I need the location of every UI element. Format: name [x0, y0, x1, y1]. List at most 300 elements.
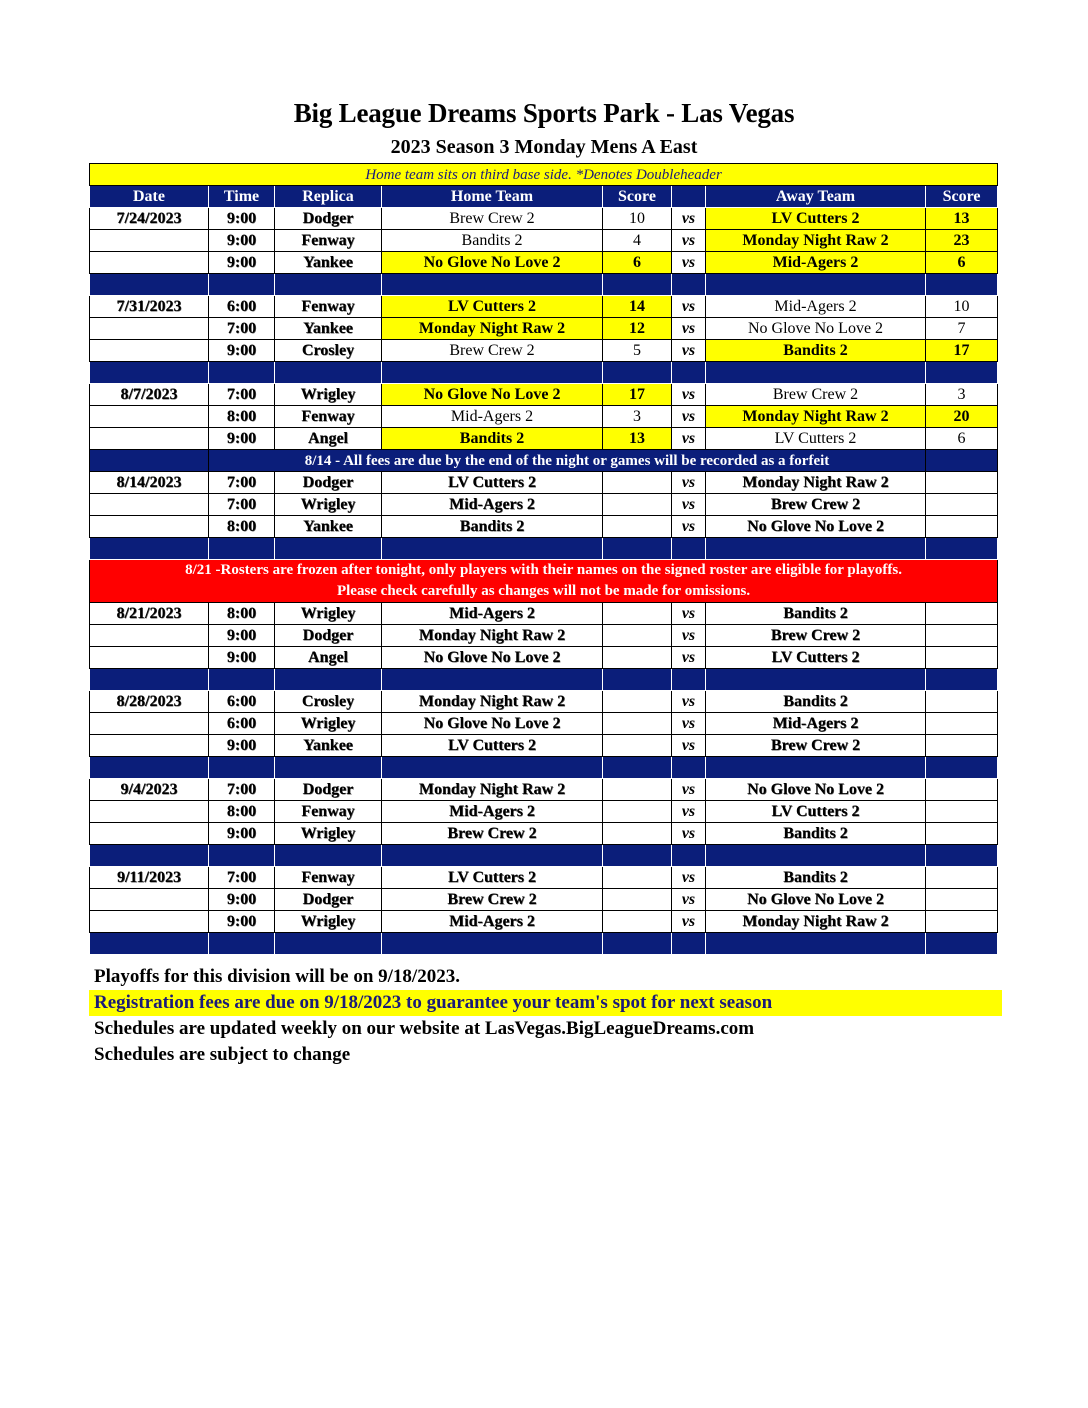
- roster-notice: [90, 560, 998, 603]
- spacer-row: [90, 274, 998, 296]
- game-field: Fenway: [275, 867, 382, 889]
- footer-website: Schedules are updated weekly on our website at LasVegas.BigLeagueDreams.com: [94, 1018, 755, 1039]
- spacer-cell: [209, 274, 275, 296]
- game-date: [90, 230, 209, 252]
- vs-label: vs: [672, 735, 706, 757]
- home-team: Monday Night Raw 2: [382, 625, 603, 647]
- away-score: [926, 516, 998, 538]
- notice-date-cell: [90, 450, 209, 472]
- game-date: [90, 516, 209, 538]
- vs-label: vs: [672, 340, 706, 362]
- game-time: 8:00: [209, 406, 275, 428]
- away-team: No Glove No Love 2: [706, 889, 926, 911]
- game-row: [90, 318, 998, 340]
- game-field: Wrigley: [275, 713, 382, 735]
- spacer-cell: [90, 669, 209, 691]
- header-row: [90, 186, 998, 208]
- game-row: [90, 713, 998, 735]
- game-date: [90, 340, 209, 362]
- away-team: LV Cutters 2: [706, 428, 926, 450]
- away-team: Bandits 2: [706, 823, 926, 845]
- home-score: [603, 713, 672, 735]
- game-time: 8:00: [209, 603, 275, 625]
- away-team: Bandits 2: [706, 867, 926, 889]
- away-score: 10: [926, 296, 998, 318]
- game-date: [90, 428, 209, 450]
- spacer-cell: [603, 274, 672, 296]
- roster-notice-line1: 8/21 -Rosters are frozen after tonight, only players with their names on the signed roster are eligible for playoffs.: [185, 562, 902, 578]
- game-field: Wrigley: [275, 823, 382, 845]
- schedule-table: [89, 163, 998, 955]
- game-field: Yankee: [275, 318, 382, 340]
- home-team: Brew Crew 2: [382, 889, 603, 911]
- spacer-cell: [382, 933, 603, 955]
- home-score: [603, 625, 672, 647]
- vs-label: vs: [672, 516, 706, 538]
- game-field: Dodger: [275, 625, 382, 647]
- vs-label: vs: [672, 823, 706, 845]
- game-row: [90, 801, 998, 823]
- spacer-cell: [672, 933, 706, 955]
- away-team: Mid-Agers 2: [706, 252, 926, 274]
- spacer-cell: [382, 274, 603, 296]
- vs-label: vs: [672, 603, 706, 625]
- game-date: [90, 647, 209, 669]
- spacer-row: [90, 538, 998, 560]
- game-field: Dodger: [275, 779, 382, 801]
- spacer-cell: [275, 362, 382, 384]
- game-date: 7/31/2023: [90, 296, 209, 318]
- home-team: No Glove No Love 2: [382, 384, 603, 406]
- vs-label: vs: [672, 252, 706, 274]
- away-team: Brew Crew 2: [706, 384, 926, 406]
- game-time: 8:00: [209, 516, 275, 538]
- away-score: 17: [926, 340, 998, 362]
- spacer-cell: [275, 538, 382, 560]
- vs-label: vs: [672, 889, 706, 911]
- spacer-cell: [926, 933, 998, 955]
- game-row: [90, 406, 998, 428]
- spacer-cell: [382, 538, 603, 560]
- away-score: [926, 867, 998, 889]
- game-field: Yankee: [275, 735, 382, 757]
- game-field: Wrigley: [275, 603, 382, 625]
- game-field: Fenway: [275, 406, 382, 428]
- home-team: LV Cutters 2: [382, 296, 603, 318]
- home-team: Bandits 2: [382, 516, 603, 538]
- col-replica: Replica: [275, 186, 382, 208]
- vs-label: vs: [672, 296, 706, 318]
- game-date: [90, 406, 209, 428]
- away-score: 13: [926, 208, 998, 230]
- game-row: [90, 340, 998, 362]
- col-vs: [672, 186, 706, 208]
- game-time: 7:00: [209, 318, 275, 340]
- spacer-cell: [209, 845, 275, 867]
- spacer-cell: [90, 845, 209, 867]
- spacer-cell: [209, 933, 275, 955]
- spacer-cell: [209, 669, 275, 691]
- game-field: Wrigley: [275, 911, 382, 933]
- spacer-cell: [603, 362, 672, 384]
- spacer-cell: [926, 845, 998, 867]
- game-time: 9:00: [209, 735, 275, 757]
- home-team: Brew Crew 2: [382, 208, 603, 230]
- home-team: Bandits 2: [382, 428, 603, 450]
- home-score: [603, 691, 672, 713]
- vs-label: vs: [672, 625, 706, 647]
- away-score: [926, 472, 998, 494]
- away-score: [926, 801, 998, 823]
- game-date: 8/14/2023: [90, 472, 209, 494]
- col-time: Time: [209, 186, 275, 208]
- spacer-cell: [672, 845, 706, 867]
- away-score: [926, 713, 998, 735]
- spacer-cell: [275, 845, 382, 867]
- game-time: 9:00: [209, 823, 275, 845]
- home-team: Monday Night Raw 2: [382, 691, 603, 713]
- away-team: No Glove No Love 2: [706, 779, 926, 801]
- game-field: Fenway: [275, 230, 382, 252]
- away-score: [926, 779, 998, 801]
- spacer-cell: [275, 757, 382, 779]
- home-score: [603, 735, 672, 757]
- spacer-cell: [209, 757, 275, 779]
- game-row: [90, 911, 998, 933]
- game-row: [90, 889, 998, 911]
- note-row: [90, 164, 998, 186]
- game-time: 9:00: [209, 252, 275, 274]
- home-score: [603, 647, 672, 669]
- vs-label: vs: [672, 713, 706, 735]
- game-time: 7:00: [209, 867, 275, 889]
- game-field: Yankee: [275, 516, 382, 538]
- game-row: [90, 691, 998, 713]
- game-time: 9:00: [209, 428, 275, 450]
- spacer-cell: [90, 757, 209, 779]
- game-date: [90, 252, 209, 274]
- away-team: Monday Night Raw 2: [706, 406, 926, 428]
- spacer-cell: [90, 933, 209, 955]
- home-score: 5: [603, 340, 672, 362]
- game-date: [90, 318, 209, 340]
- game-field: Crosley: [275, 340, 382, 362]
- away-score: [926, 735, 998, 757]
- footer-subject: Schedules are subject to change: [94, 1044, 351, 1065]
- spacer-cell: [90, 274, 209, 296]
- game-time: 8:00: [209, 801, 275, 823]
- roster-notice-line2: Please check carefully as changes will not be made for omissions.: [336, 583, 751, 599]
- home-team: Mid-Agers 2: [382, 494, 603, 516]
- game-time: 9:00: [209, 625, 275, 647]
- home-team: Monday Night Raw 2: [382, 779, 603, 801]
- home-score: 3: [603, 406, 672, 428]
- away-score: [926, 691, 998, 713]
- col-date: Date: [90, 186, 209, 208]
- game-field: Fenway: [275, 801, 382, 823]
- game-date: 9/11/2023: [90, 867, 209, 889]
- vs-label: vs: [672, 691, 706, 713]
- spacer-cell: [275, 933, 382, 955]
- away-score: [926, 647, 998, 669]
- away-score: [926, 603, 998, 625]
- spacer-cell: [672, 362, 706, 384]
- vs-label: vs: [672, 208, 706, 230]
- game-field: Dodger: [275, 889, 382, 911]
- away-team: No Glove No Love 2: [706, 318, 926, 340]
- spacer-cell: [706, 669, 926, 691]
- spacer-row: [90, 933, 998, 955]
- game-row: [90, 384, 998, 406]
- home-team: LV Cutters 2: [382, 472, 603, 494]
- game-date: 9/4/2023: [90, 779, 209, 801]
- home-score: [603, 603, 672, 625]
- home-team: Monday Night Raw 2: [382, 318, 603, 340]
- game-field: Angel: [275, 428, 382, 450]
- spacer-cell: [926, 274, 998, 296]
- spacer-cell: [603, 538, 672, 560]
- away-score: [926, 911, 998, 933]
- game-row: [90, 779, 998, 801]
- game-row: [90, 494, 998, 516]
- game-date: 8/21/2023: [90, 603, 209, 625]
- game-row: [90, 516, 998, 538]
- game-row: [90, 208, 998, 230]
- home-score: [603, 867, 672, 889]
- spacer-cell: [209, 362, 275, 384]
- home-team: LV Cutters 2: [382, 867, 603, 889]
- vs-label: vs: [672, 428, 706, 450]
- home-team-note: Home team sits on third base side. *Denotes Doubleheader: [90, 164, 998, 186]
- home-score: [603, 823, 672, 845]
- away-score: 3: [926, 384, 998, 406]
- home-score: [603, 911, 672, 933]
- game-row: [90, 625, 998, 647]
- spacer-cell: [706, 757, 926, 779]
- home-score: [603, 494, 672, 516]
- away-team: Mid-Agers 2: [706, 713, 926, 735]
- game-row: [90, 472, 998, 494]
- vs-label: vs: [672, 406, 706, 428]
- game-time: 9:00: [209, 340, 275, 362]
- spacer-cell: [90, 362, 209, 384]
- game-time: 7:00: [209, 472, 275, 494]
- home-score: 17: [603, 384, 672, 406]
- away-team: Monday Night Raw 2: [706, 911, 926, 933]
- spacer-cell: [706, 538, 926, 560]
- home-score: 10: [603, 208, 672, 230]
- game-time: 9:00: [209, 889, 275, 911]
- game-date: [90, 713, 209, 735]
- vs-label: vs: [672, 494, 706, 516]
- game-time: 7:00: [209, 384, 275, 406]
- game-row: [90, 252, 998, 274]
- spacer-cell: [382, 362, 603, 384]
- home-team: Mid-Agers 2: [382, 801, 603, 823]
- home-score: [603, 801, 672, 823]
- roster-notice-row: [90, 560, 998, 603]
- away-team: LV Cutters 2: [706, 801, 926, 823]
- spacer-cell: [672, 274, 706, 296]
- home-team: Mid-Agers 2: [382, 911, 603, 933]
- spacer-cell: [706, 933, 926, 955]
- away-team: Brew Crew 2: [706, 494, 926, 516]
- game-row: [90, 230, 998, 252]
- game-time: 9:00: [209, 208, 275, 230]
- spacer-cell: [603, 933, 672, 955]
- game-field: Fenway: [275, 296, 382, 318]
- home-score: [603, 516, 672, 538]
- away-team: Bandits 2: [706, 340, 926, 362]
- game-field: Dodger: [275, 208, 382, 230]
- spacer-cell: [90, 538, 209, 560]
- spacer-cell: [382, 845, 603, 867]
- vs-label: vs: [672, 472, 706, 494]
- game-time: 6:00: [209, 296, 275, 318]
- away-team: Mid-Agers 2: [706, 296, 926, 318]
- vs-label: vs: [672, 384, 706, 406]
- vs-label: vs: [672, 230, 706, 252]
- col-home-team: Home Team: [382, 186, 603, 208]
- game-field: Wrigley: [275, 384, 382, 406]
- game-row: [90, 647, 998, 669]
- away-score: 20: [926, 406, 998, 428]
- game-field: Crosley: [275, 691, 382, 713]
- vs-label: vs: [672, 911, 706, 933]
- notice-end-cell: [926, 450, 998, 472]
- spacer-cell: [926, 362, 998, 384]
- game-row: [90, 428, 998, 450]
- vs-label: vs: [672, 801, 706, 823]
- home-score: 4: [603, 230, 672, 252]
- col-away-score: Score: [926, 186, 998, 208]
- home-team: Brew Crew 2: [382, 823, 603, 845]
- page-subtitle: 2023 Season 3 Monday Mens A East: [390, 136, 698, 158]
- home-team: No Glove No Love 2: [382, 713, 603, 735]
- game-date: 8/7/2023: [90, 384, 209, 406]
- home-score: 13: [603, 428, 672, 450]
- vs-label: vs: [672, 647, 706, 669]
- away-team: Brew Crew 2: [706, 625, 926, 647]
- away-team: Monday Night Raw 2: [706, 230, 926, 252]
- game-time: 9:00: [209, 230, 275, 252]
- spacer-cell: [672, 757, 706, 779]
- page-title: Big League Dreams Sports Park - Las Vegas: [293, 98, 795, 128]
- home-team: Mid-Agers 2: [382, 406, 603, 428]
- vs-label: vs: [672, 867, 706, 889]
- game-row: [90, 296, 998, 318]
- game-date: [90, 801, 209, 823]
- spacer-row: [90, 845, 998, 867]
- home-score: 6: [603, 252, 672, 274]
- home-score: [603, 472, 672, 494]
- home-score: [603, 889, 672, 911]
- home-score: 12: [603, 318, 672, 340]
- game-date: [90, 911, 209, 933]
- game-date: 8/28/2023: [90, 691, 209, 713]
- spacer-row: [90, 669, 998, 691]
- vs-label: vs: [672, 318, 706, 340]
- away-team: Bandits 2: [706, 603, 926, 625]
- footer-playoffs: Playoffs for this division will be on 9/18/2023.: [94, 966, 460, 987]
- away-team: LV Cutters 2: [706, 208, 926, 230]
- game-time: 7:00: [209, 779, 275, 801]
- game-row: [90, 823, 998, 845]
- spacer-cell: [926, 538, 998, 560]
- game-row: [90, 867, 998, 889]
- home-team: Brew Crew 2: [382, 340, 603, 362]
- away-score: 23: [926, 230, 998, 252]
- spacer-cell: [209, 538, 275, 560]
- away-score: [926, 889, 998, 911]
- away-team: Brew Crew 2: [706, 735, 926, 757]
- home-team: No Glove No Love 2: [382, 647, 603, 669]
- spacer-cell: [672, 538, 706, 560]
- spacer-row: [90, 362, 998, 384]
- game-field: Dodger: [275, 472, 382, 494]
- away-score: 6: [926, 428, 998, 450]
- game-time: 6:00: [209, 713, 275, 735]
- away-score: [926, 494, 998, 516]
- spacer-cell: [382, 757, 603, 779]
- spacer-cell: [926, 757, 998, 779]
- game-field: Wrigley: [275, 494, 382, 516]
- away-team: No Glove No Love 2: [706, 516, 926, 538]
- home-team: Bandits 2: [382, 230, 603, 252]
- game-time: 9:00: [209, 911, 275, 933]
- spacer-cell: [382, 669, 603, 691]
- game-date: [90, 823, 209, 845]
- home-team: LV Cutters 2: [382, 735, 603, 757]
- fees-notice-row: [90, 450, 998, 472]
- col-away-team: Away Team: [706, 186, 926, 208]
- away-score: [926, 625, 998, 647]
- game-date: [90, 889, 209, 911]
- away-team: Monday Night Raw 2: [706, 472, 926, 494]
- away-team: Bandits 2: [706, 691, 926, 713]
- game-time: 6:00: [209, 691, 275, 713]
- fees-notice: 8/14 - All fees are due by the end of the night or games will be recorded as a forfeit: [209, 450, 926, 472]
- home-score: [603, 779, 672, 801]
- away-score: [926, 823, 998, 845]
- game-field: Yankee: [275, 252, 382, 274]
- vs-label: vs: [672, 779, 706, 801]
- game-date: [90, 625, 209, 647]
- home-score: 14: [603, 296, 672, 318]
- spacer-cell: [706, 845, 926, 867]
- game-row: [90, 603, 998, 625]
- spacer-row: [90, 757, 998, 779]
- spacer-cell: [603, 845, 672, 867]
- away-team: LV Cutters 2: [706, 647, 926, 669]
- game-time: 9:00: [209, 647, 275, 669]
- spacer-cell: [275, 669, 382, 691]
- spacer-cell: [926, 669, 998, 691]
- footer-registration: Registration fees are due on 9/18/2023 to guarantee your team's spot for next season: [89, 990, 1002, 1016]
- spacer-cell: [275, 274, 382, 296]
- col-home-score: Score: [603, 186, 672, 208]
- game-date: [90, 494, 209, 516]
- away-score: 7: [926, 318, 998, 340]
- game-date: [90, 735, 209, 757]
- away-score: 6: [926, 252, 998, 274]
- spacer-cell: [706, 362, 926, 384]
- spacer-cell: [706, 274, 926, 296]
- game-row: [90, 735, 998, 757]
- game-field: Angel: [275, 647, 382, 669]
- spacer-cell: [672, 669, 706, 691]
- spacer-cell: [603, 669, 672, 691]
